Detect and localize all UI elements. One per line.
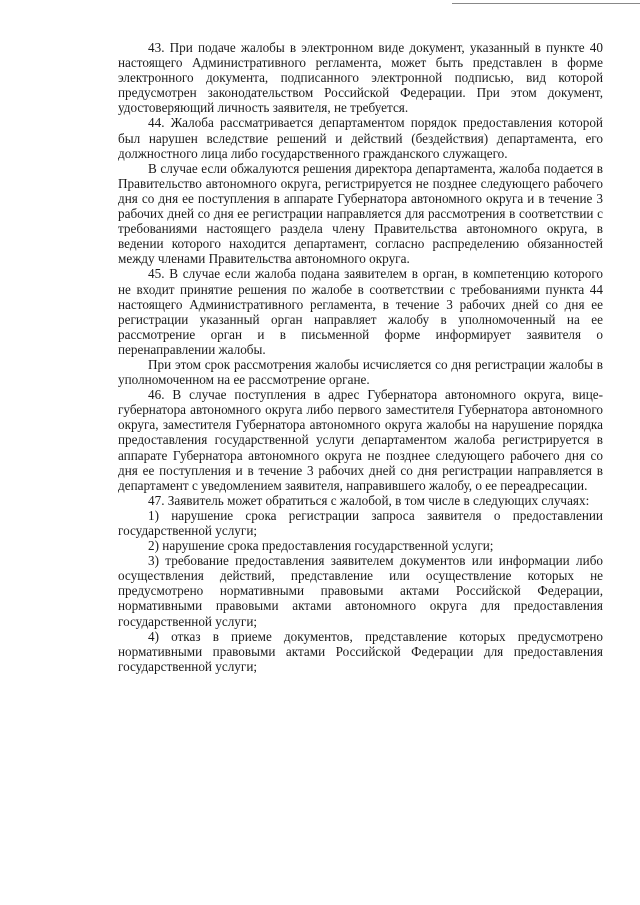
list-item-4: 4) отказ в приеме документов, представление которых предусмотрено нормативными правовыми актами Российской Федерации для предоставления государственной услуги; [118, 628, 603, 674]
list-item-3: 3) требование предоставления заявителем документов или информации либо осуществления действий, представление или осуществление которых не предусмотрено нормативными правовыми актами Российской Федерации, нормативными правовыми актами автономного округа для предоставления государственной услуги; [118, 553, 603, 629]
paragraph-45-term: При этом срок рассмотрения жалобы исчисляется со дня регистрации жалобы в уполномоченном на ее рассмотрение органе. [118, 356, 603, 388]
paragraph-47: 47. Заявитель может обратиться с жалобой, в том числе в следующих случаях: [148, 492, 590, 508]
list-item-2: 2) нарушение срока предоставления государственной услуги; [148, 538, 494, 554]
paragraph-44: 44. Жалоба рассматривается департаментом порядок предоставления которой был нарушен вследствие решений и действий (бездействия) департамента, его должностного лица либо государственного гражданского служащего. [118, 115, 603, 161]
paragraph-45: 45. В случае если жалоба подана заявителем в орган, в компетенцию которого не входит принятие решения по жалобе в соответствии с требованиями пункта 44 настоящего Административного регламента, в течение 3 рабочих дней со дня ее регистрации указанный орган направляет жалобу в уполномоченный на ее рассмотрение орган и в письменной форме информирует заявителя о перенаправлении жалобы. [118, 266, 603, 357]
paragraph-44-director-case: В случае если обжалуются решения директора департамента, жалоба подается в Правительство автономного округа, регистрируется не позднее следующего рабочего дня со дня ее поступления в аппарате Губернатора автономного округа и в течение 3 рабочих дней со дня ее регистрации направляется для рассмотрения в соответствии с требованиями настоящего раздела члену Правительства автономного округа, в ведении которого находится департамент, согласно распределению обязанностей между членами Правительства автономного округа. [118, 160, 603, 267]
document-body [118, 40, 603, 674]
paragraph-46: 46. В случае поступления в адрес Губернатора автономного округа, вице-губернатора автономного округа либо первого заместителя Губернатора автономного округа, заместителя Губернатора автономного округа жалобы на нарушение порядка предоставления государственной услуги департаментом жалоба регистрируется в аппарате Губернатора автономного округа не позднее следующего рабочего дня со дня ее поступления и в течение 3 рабочих дней со дня регистрации направляется в департамент с уведомлением заявителя, направившего жалобу, о ее переадресации. [118, 387, 603, 493]
list-item-1: 1) нарушение срока регистрации запроса заявителя о предоставлении государственной услуги; [118, 507, 603, 538]
paragraph-43: 43. При подаче жалобы в электронном виде документ, указанный в пункте 40 настоящего Административного регламента, может быть представлен в форме электронного документа, подписанного электронной подписью, вид которой предусмотрен законодательством Российской Федерации. При этом документ, удостоверяющий личность заявителя, не требуется. [118, 40, 603, 116]
top-edge-line [452, 3, 640, 4]
